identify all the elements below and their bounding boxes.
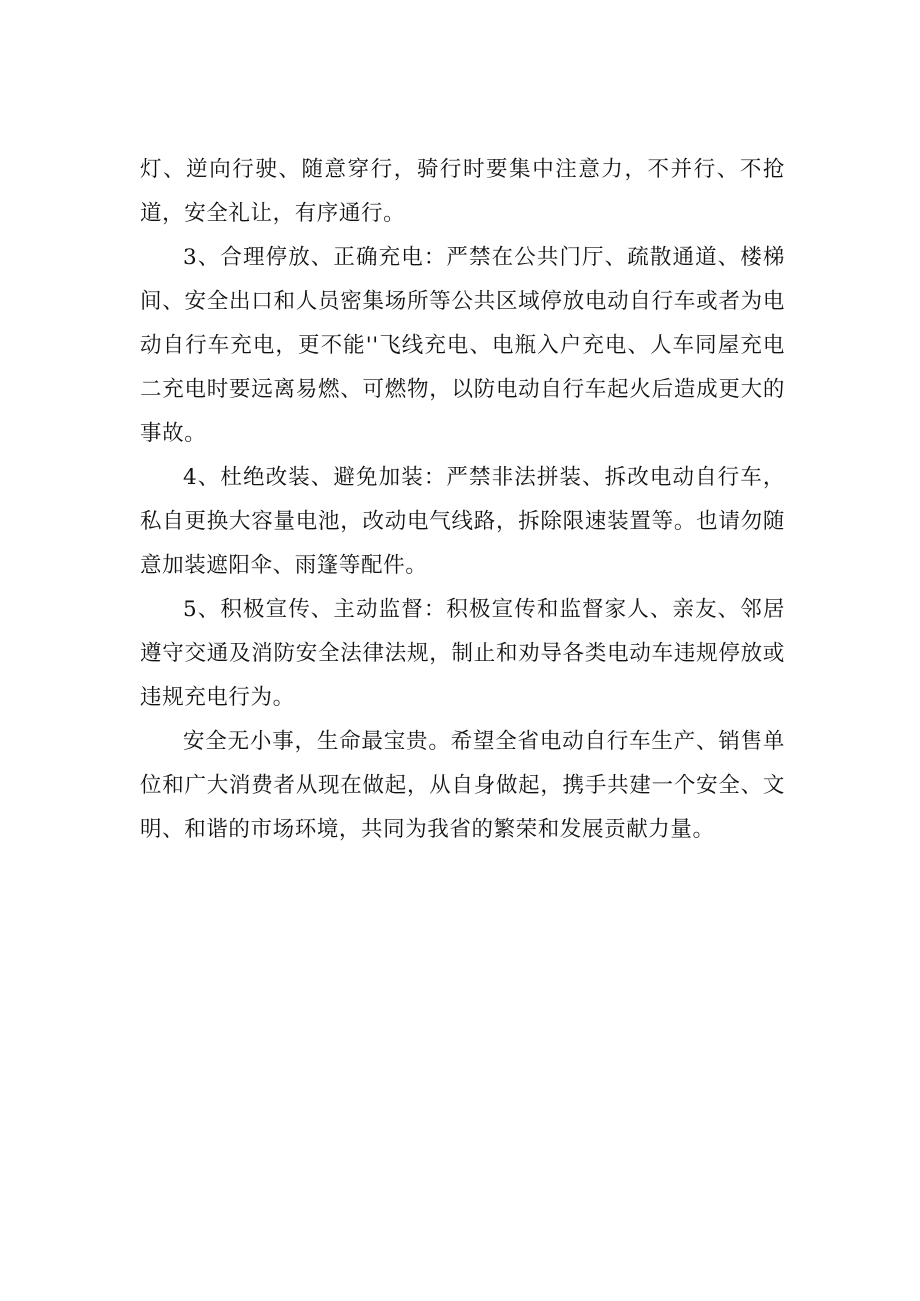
paragraph-continuation: 灯、逆向行驶、随意穿行，骑行时要集中注意力，不并行、不抢道，安全礼让，有序通行。 bbox=[140, 157, 785, 226]
document-body bbox=[140, 148, 785, 852]
paragraph-item-5: 5、积极宣传、主动监督：积极宣传和监督家人、亲友、邻居遵守交通及消防安全法律法规，制止和劝导各类电动车违规停放或违规充电行为。 bbox=[140, 597, 785, 710]
paragraph-item-4: 4、杜绝改装、避免加装：严禁非法拼装、拆改电动自行车，私自更换大容量电池，改动电气线路，拆除限速装置等。也请勿随意加装遮阳伞、雨篷等配件。 bbox=[140, 465, 785, 578]
paragraph-closing: 安全无小事，生命最宝贵。希望全省电动自行车生产、销售单位和广大消费者从现在做起，从自身做起，携手共建一个安全、文明、和谐的市场环境，共同为我省的繁荣和发展贡献力量。 bbox=[140, 729, 785, 842]
paragraph-item-3: 3、合理停放、正确充电：严禁在公共门厅、疏散通道、楼梯间、安全出口和人员密集场所等公共区域停放电动自行车或者为电动自行车充电，更不能''飞线充电、电瓶入户充电、人车同屋充电二充电时要远离易燃、可燃物，以防电动自行车起火后造成更大的事故。 bbox=[140, 245, 785, 446]
